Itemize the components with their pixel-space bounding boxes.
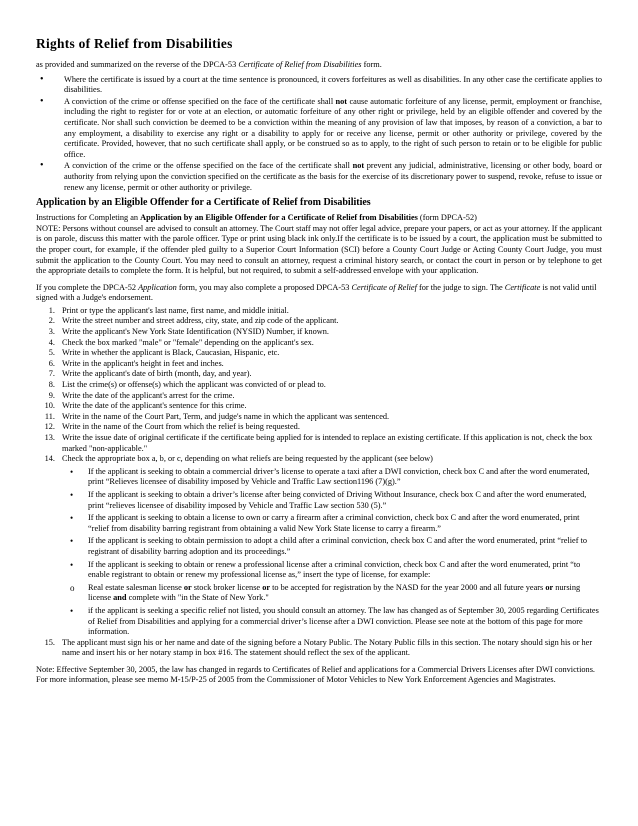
- bullet-icon: •: [70, 559, 74, 570]
- sub-item: • If the applicant is seeking to obtain or renew a professional license after a criminal conviction, check box C and after the word enumerated, print “to enable registrant to obtain or renew my professional license as,” insert the type of license, for example:: [70, 559, 581, 580]
- final-note: Note: Effective September 30, 2005, the law has changed in regards to Certificates of Relief and applications for a Commercial Drivers Licenses after DWI convictions. For more information, please see memo M-15/P-25 of 2005 from the Commissioner of Motor Vehicles to New York Enforcement Agencies and Magistrates.: [36, 664, 596, 685]
- complete-paragraph: If you complete the DPCA-52 Application form, you may also complete a proposed DPCA-53 Certificate of Relief for the judge to sign. The Certificate is not valid until signed with a Judge's endorsement.: [36, 282, 597, 303]
- list-item: • A conviction of the crime or offense specified on the face of the certificate shall not cause automatic forfeiture of any license, permit, employment or franchise, including the right to register for or vote at an election, or automatic forfeiture of any other right or privilege, held by an eligible offender and covered by the certificate. Nor shall such conviction be deemed to be a conviction within the meaning of any provision of law that imposes, by reason of a conviction, a bar to any employment, a disability to exercise any right or a disability to apply for or receive any license, permit or other authority or privilege, covered by the certificate. Provided, however, that no such certificate shall apply, or be construed so as to apply, to the right of such person to retain or to be eligible for public office.: [40, 95, 602, 159]
- step-item: 2. Write the street number and street address, city, state, and zip code of the applicant.: [48, 316, 339, 326]
- sub-item: • If the applicant is seeking to obtain permission to adopt a child after a criminal conviction, check box C and after the word enumerated, print “relief to registrant of disability barring adoption and its proceedings.”: [70, 536, 588, 556]
- bullet-icon: •: [40, 95, 44, 107]
- step-item: 6. Write in the applicant's height in feet and inches.: [48, 358, 224, 368]
- bullet-icon: •: [70, 466, 74, 477]
- list-item: • Where the certificate is issued by a court at the time sentence is pronounced, it covers forfeitures as well as disabilities. In any other case the certificate applies to disabilities.: [40, 73, 602, 95]
- section-heading: Application by an Eligible Offender for a Certificate of Relief from Disabilities: [36, 197, 371, 209]
- step-item: 14. Check the appropriate box a, b, or c, depending on what reliefs are being requested by the applicant (see below) • If the applicant is seeking to obtain a commercial driver’s license to operate a taxi after a DWI conviction, check box C and after the word enumerated, print “Relieves licensee of disability imposed by Vehicle and Traffic Law section1196 (7)(g).” • If the applicant is seeking to obtain a driver’s license after being convicted of Driving Without Insurance, check box C and after the word enumerated, print “relieves licensee of disability imposed by Vehicle and Traffic Law section 530 (5).” • If the applicant is seeking to obtain a license to own or carry a firearm after a criminal conviction, check box C and after the word enumerated, print “relief from disability barring registrant from obtaining a valid New York State license to carry a firearm.” • If the applicant is seeking to obtain permission to adopt a child after a criminal conviction, check box C and after the word enumerated, print “relief to registrant of disability barring adoption and its proceedings.” • If the applicant is seeking to obtain or renew a professional license after a criminal conviction, check box C and after the word enumerated, print “to enable registrant to obtain or renew my professional license as,” insert the type of license, for example: o Real estate salesman license or stock broker license or to be accepted for registration by the NASD for the year 2000 and all future years or nursing license and complete with "in the State of New York." • if the applicant is seeking a specific relief not listed, you should consult an attorney. The law has changed as of September 30, 2005 regarding Certificates of Relief from Disabilities and applying for a commercial driver’s license after a DWI conviction. Please see note at the bottom of this page for more information.: [36, 454, 602, 638]
- sub-item: • if the applicant is seeking a specific relief not listed, you should consult an attorney. The law has changed as of September 30, 2005 regarding Certificates of Relief from Disabilities and applying for a commercial driver’s license after a DWI conviction. Please see note at the bottom of this page for more information.: [70, 605, 599, 637]
- step-item: 8. List the crime(s) or offense(s) which the applicant was convicted of or plead to.: [48, 380, 326, 390]
- circle-bullet-icon: o: [70, 582, 75, 593]
- step-item: 7. Write the applicant's date of birth (month, day, and year).: [48, 369, 252, 379]
- bullet-icon: •: [70, 489, 74, 500]
- document-page: [36, 36, 602, 686]
- step-item: 1. Print or type the applicant's last name, first name, and middle initial.: [48, 305, 289, 315]
- bullet-icon: •: [40, 73, 44, 85]
- page-title: Rights of Relief from Disabilities: [36, 36, 233, 51]
- step-14-sublist: [62, 467, 602, 638]
- instructions-line: Instructions for Completing an Application by an Eligible Offender for a Certificate of Relief from Disabilities (form DPCA-52): [36, 213, 477, 223]
- instructions-note: NOTE: Persons without counsel are advised to consult an attorney. The Court staff may not offer legal advice, prepare your papers, or act as your attorney. If the applicant is on parole, discuss this matter with the parole officer. Type or print using black ink only.If the certificate is to be issued by a court, the application must be submitted to the proper court, for example, if the offender pled guilty to a Superior Court Information (SCI) before a County Court Judge or Acting County Court Judge, you must submit the application to the County Court. You may need to consult an attorney, request a criminal history search, or contact the court in person or by telephone to get the appropriate details to complete the form. It is helpful, but not required, to submit a self-addressed envelope with your application.: [36, 223, 602, 276]
- bullet-icon: •: [70, 536, 74, 547]
- step-item: 13. Write the issue date of original certificate if the certificate being applied for is intended to replace an existing certificate. If this application is not, check the box marked "non-applicable.": [44, 433, 593, 453]
- steps-list: [36, 306, 602, 659]
- sub-item: • If the applicant is seeking to obtain a commercial driver’s license to operate a taxi after a DWI conviction, check box C and after the word enumerated, print “Relieves licensee of disability imposed by Vehicle and Traffic Law section1196 (7)(g).”: [70, 466, 590, 487]
- sub-item: • If the applicant is seeking to obtain a license to own or carry a firearm after a criminal conviction, check box C and after the word enumerated, print “relief from disability barring registrant from obtaining a valid New York State license to carry a firearm.”: [70, 513, 580, 533]
- step-item: 3. Write the applicant's New York State Identification (NYSID) Number, if known.: [48, 327, 329, 337]
- rights-list: [36, 75, 602, 194]
- sub-item: • If the applicant is seeking to obtain a driver’s license after being convicted of Driving Without Insurance, check box C and after the word enumerated, print “relieves licensee of disability imposed by Vehicle and Traffic Law section 530 (5).”: [70, 489, 587, 510]
- step-item: 10. Write the date of the applicant's sentence for this crime.: [44, 401, 247, 411]
- step-item: 12. Write in the name of the Court from which the relief is being requested.: [44, 422, 300, 432]
- bullet-icon: •: [40, 160, 44, 172]
- step-item: 15. The applicant must sign his or her name and date of the signing before a Notary Public. The Notary Public fills in this section. The notary should sign his or her name and insert his or her notary stamp in box #16. The statement should reflect the sex of the applicant.: [44, 637, 593, 658]
- step-item: 5. Write in whether the applicant is Black, Caucasian, Hispanic, etc.: [48, 348, 280, 358]
- list-item: • A conviction of the crime or the offense specified on the face of the certificate shall not prevent any judicial, administrative, licensing or other body, board or authority from relying upon the conviction specified on the certificate as the basis for the exercise of its discretionary power to suspend, revoke, refuse to issue or renew any license, permit or other authority or privilege.: [40, 160, 602, 192]
- intro-paragraph: as provided and summarized on the reverse of the DPCA-53 Certificate of Relief from Disabilities form.: [36, 60, 382, 69]
- step-item: 4. Check the box marked "male" or "female" depending on the applicant's sex.: [48, 337, 314, 347]
- step-item: 11. Write in the name of the Court Part, Term, and judge's name in which the applicant was sentenced.: [44, 411, 390, 421]
- bullet-icon: •: [70, 605, 74, 616]
- sub-item: o Real estate salesman license or stock broker license or to be accepted for registration by the NASD for the year 2000 and all future years or nursing license and complete with "in the State of New York.": [70, 582, 581, 603]
- bullet-icon: •: [70, 513, 74, 524]
- step-item: 9. Write the date of the applicant's arrest for the crime.: [48, 390, 235, 400]
